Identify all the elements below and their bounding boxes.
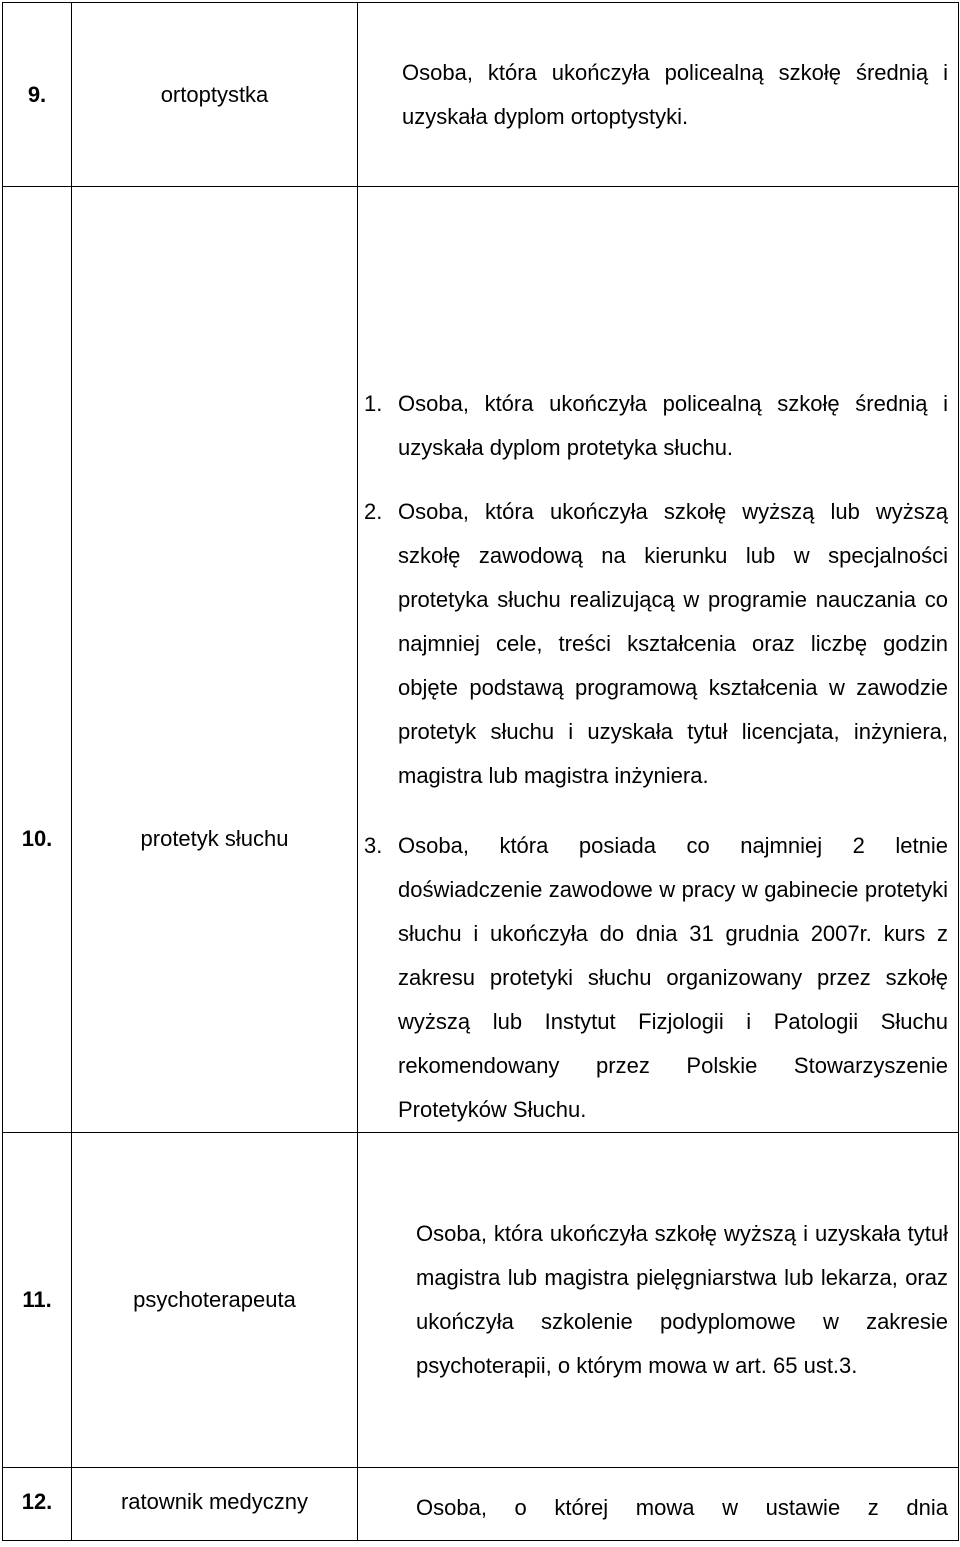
- requirement-number: 2.: [364, 499, 383, 524]
- table-row: [3, 1133, 959, 1468]
- table-row: [3, 1468, 959, 1541]
- requirement-item: [364, 824, 948, 1132]
- requirement-text: Osoba, która posiada co najmniej 2 letnie doświadczenie zawodowe w pracy w gabinecie protetyki słuchu i ukończyła do dnia 31 grudnia 2007r. kurs z zakresu protetyki słuchu organizowany przez szkołę wyższą lub Instytut Fizjologii i Patologii Słuchu rekomendowany przez Polskie Stowarzyszenie Protetyków Słuchu.: [398, 833, 948, 1122]
- requirement-text: Osoba, o której mowa w ustawie z dnia: [416, 1495, 948, 1520]
- table-row: [3, 187, 959, 1133]
- row-number-cell: [3, 1468, 72, 1541]
- requirement-text: Osoba, która ukończyła szkołę wyższą i uzyskała tytuł magistra lub magistra pielęgniarstwa lub lekarza, oraz ukończyła szkolenie podyplomowe w zakresie psychoterapii, o którym mowa w art. 65 ust.3.: [416, 1221, 948, 1378]
- requirements-cell: [358, 3, 959, 187]
- requirements-cell: [358, 187, 959, 1133]
- requirements-cell: [358, 1133, 959, 1468]
- requirement-number: 3.: [364, 833, 383, 858]
- row-number: 10.: [21, 826, 53, 851]
- requirement-item: [364, 490, 948, 798]
- profession-name: protetyk słuchu: [140, 826, 289, 851]
- profession-cell: [72, 1468, 358, 1541]
- requirement-item: [364, 382, 948, 470]
- profession-name: ortoptystka: [72, 3, 358, 187]
- row-number: 11.: [3, 1133, 72, 1468]
- row-number-cell: [3, 187, 72, 1133]
- requirement-text: Osoba, która ukończyła policealną szkołę średnią i uzyskała dyplom ortoptystyki.: [402, 59, 948, 129]
- requirement-text: Osoba, która ukończyła policealną szkołę średnią i uzyskała dyplom protetyka słuchu.: [398, 391, 948, 460]
- requirement-text: Osoba, która ukończyła szkołę wyższą lub wyższą szkołę zawodową na kierunku lub w specjalności protetyka słuchu realizującą w programie nauczania co najmniej cele, treści kształcenia oraz liczbę godzin objęte podstawą programową kształcenia w zawodzie protetyk słuchu i uzyskała tytuł licencjata, inżyniera, magistra lub magistra inżyniera.: [398, 499, 948, 788]
- row-number: 9.: [3, 3, 72, 187]
- table-row: [3, 3, 959, 187]
- requirements-cell: [358, 1468, 959, 1541]
- qualifications-table: [2, 2, 959, 1541]
- requirement-number: 1.: [364, 391, 383, 416]
- row-number: 12.: [21, 1489, 53, 1514]
- profession-name: ratownik medyczny: [120, 1489, 309, 1514]
- profession-cell: [72, 187, 358, 1133]
- profession-name: psychoterapeuta: [72, 1133, 358, 1468]
